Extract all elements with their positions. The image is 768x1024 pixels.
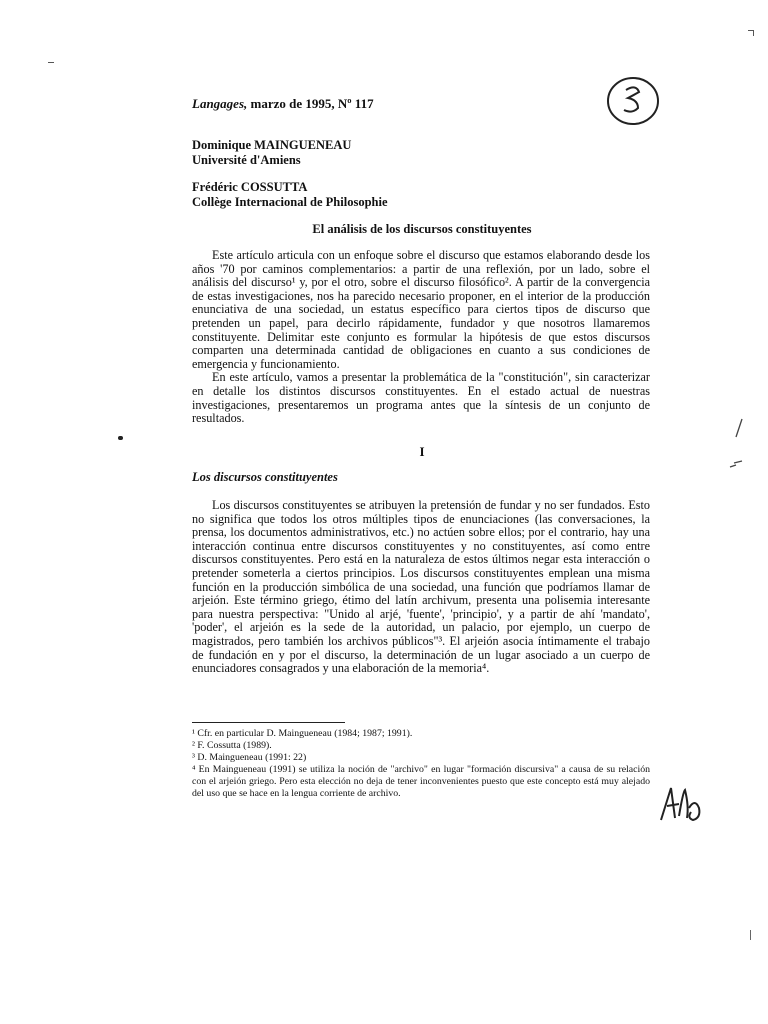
intro-paragraph-1: Este artículo articula con un enfoque sobre el discurso que estamos elaborando desde los años '70 por caminos complementarios: a partir de una reflexión, por un lado, sobre el análisis del discurso¹ y, por el otro, sobre el discurso filosófico². A partir de la convergencia de estas investigaciones, nos ha parecido necesario proponer, en el interior de la producción enunciativa de una sociedad, un estatus específico para ciertos tipos de discurso que pretenden un papel, para decirlo rápidamente, fundador y que nosotros llamaremos constituyente. Delimitar este conjunto es formular la hipótesis de que estos discursos comparten una determinada cantidad de obligaciones en cuanto a sus condiciones de emergencia y funcionamiento. xyxy=(192,248,650,371)
section-title: Los discursos constituyentes xyxy=(192,470,338,484)
corner-tick-stem xyxy=(753,30,754,36)
section-number: I xyxy=(419,444,425,459)
intro-paragraph-2: En este artículo, vamos a presentar la problemática de la "constitución", sin caracterizar en detalle los distintos discursos constituyentes. En el estado actual de nuestras investigaciones, presentaremos un programa antes que la síntesis de un conjunto de resultados. xyxy=(192,370,650,426)
section-paragraph: Los discursos constituyentes se atribuyen la pretensión de fundar y no ser fundados. Esto no significa que todos los otros múltiples tipos de enunciaciones (las conversaciones, la prensa, los documentos administrativos, etc.) no actúen sobre ellos; por el contrario, hay una interacción continua entre discursos constituyentes y no constituyentes, así como entre discursos constituyentes. Pero está en la naturaleza de estos últimos negar esta interacción o pretender someterla a ciertos principios. Los discursos constituyentes emplean una misma función en la producción simbólica de una sociedad, una función que podríamos llamar de arjeión. Este término griego, étimo del latín archivum, presenta una polisemia interesante para nuestra perspectiva: "Unido al arjé, 'fuente', 'principio', y a partir de ahí 'mandato', 'poder', el arjeión es la sede de la autoridad, un palacio, por ejemplo, un cuerpo de magistrados, pero también los archivos públicos"³. El arjeión asocia íntimamente el trabajo de fundación en y por el discurso, la determinación de un lugar asociado a un cuerpo de enunciadores consagrados y una elaboración de la memoria⁴. xyxy=(192,498,650,676)
journal-name: Langages, xyxy=(192,96,248,111)
corner-dash xyxy=(48,62,54,63)
author-block-2 xyxy=(192,180,388,210)
footnote-1: ¹ Cfr. en particular D. Maingueneau (1984; 1987; 1991). xyxy=(192,728,413,739)
margin-scribble-mark xyxy=(728,415,752,475)
footnotes xyxy=(192,728,650,800)
margin-dot xyxy=(118,436,123,440)
journal-citation xyxy=(192,96,374,112)
handwritten-circle-mark xyxy=(602,72,664,128)
author-name: Dominique MAINGUENEAU xyxy=(192,138,352,152)
footnote-4: ⁴ En Maingueneau (1991) se utiliza la noción de "archivo" en lugar "formación discursiva" a causa de su relación con el arjeión griego. Pero esta elección no deja de tener inconvenientes puesto que este concepto está muy alejado del uso que se hace en la lengua corriente de archivo. xyxy=(192,764,650,799)
footnote-2: ² F. Cossutta (1989). xyxy=(192,740,272,751)
author-block-1 xyxy=(192,138,351,168)
intro-section xyxy=(192,249,650,426)
journal-issue: marzo de 1995, Nº 117 xyxy=(247,96,374,111)
author-name: Frédéric COSSUTTA xyxy=(192,180,308,194)
section-body xyxy=(192,499,650,676)
article-title: El análisis de los discursos constituyentes xyxy=(312,222,532,236)
edge-mark xyxy=(750,930,751,940)
footnote-divider xyxy=(192,722,345,723)
author-affiliation: Collège Internacional de Philosophie xyxy=(192,195,388,209)
author-affiliation: Université d'Amiens xyxy=(192,153,301,167)
footnote-3: ³ D. Maingueneau (1991: 22) xyxy=(192,752,307,763)
handwritten-initials-mark xyxy=(655,778,711,828)
